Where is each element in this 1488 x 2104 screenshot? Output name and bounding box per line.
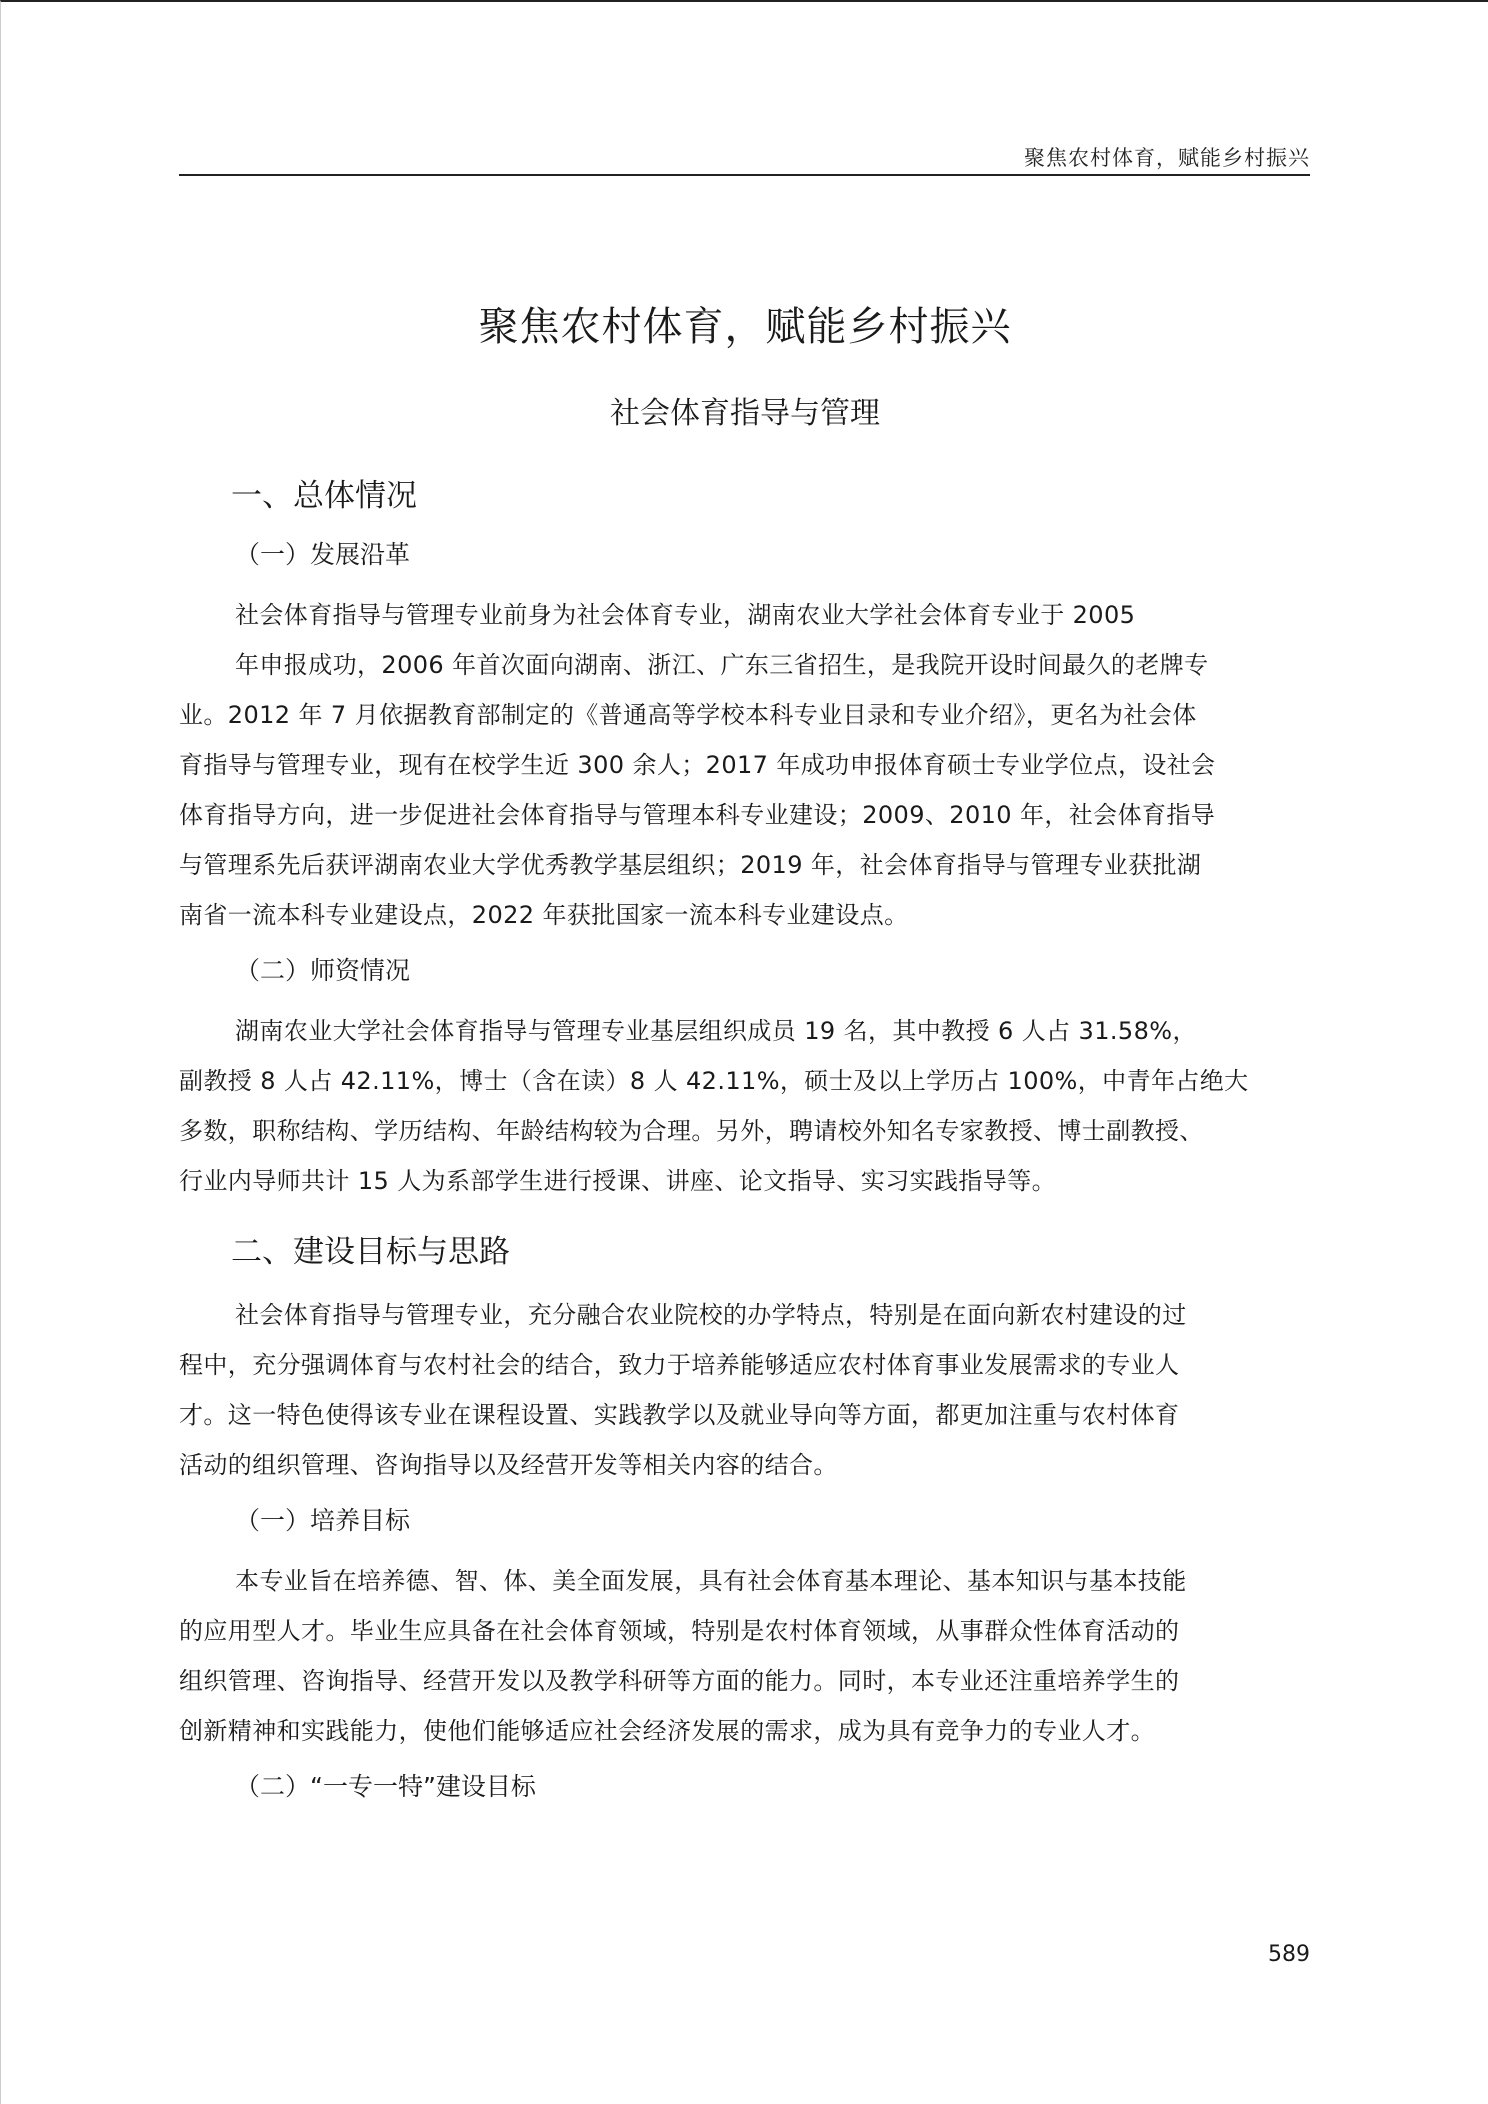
- header-rule: [179, 174, 1310, 176]
- paragraph-line: 创新精神和实践能力，使他们能够适应社会经济发展的需求，成为具有竞争力的专业人才。: [179, 1717, 1155, 1745]
- paragraph-history: [179, 590, 1311, 940]
- paragraph-line: 程中，充分强调体育与农村社会的结合，致力于培养能够适应农村体育事业发展需求的专业人: [179, 1351, 1180, 1379]
- paragraph-line: 行业内导师共计 15 人为系部学生进行授课、讲座、论文指导、实习实践指导等。: [179, 1167, 1056, 1195]
- paragraph-training-goals: [179, 1556, 1311, 1756]
- paragraph-line: 活动的组织管理、咨询指导以及经营开发等相关内容的结合。: [179, 1451, 838, 1479]
- paragraph-line: 组织管理、咨询指导、经营开发以及教学科研等方面的能力。同时，本专业还注重培养学生的: [179, 1667, 1180, 1695]
- paragraph-line: 育指导与管理专业，现有在校学生近 300 余人；2017 年成功申报体育硕士专业学位点，设社会: [179, 751, 1216, 779]
- paragraph-faculty: [179, 1006, 1311, 1206]
- paragraph-line: 与管理系先后获评湖南农业大学优秀教学基层组织；2019 年，社会体育指导与管理专业获批湖: [179, 851, 1202, 879]
- page-content: [179, 297, 1311, 1812]
- document-subtitle: 社会体育指导与管理: [610, 396, 880, 431]
- paragraph-line: 体育指导方向，进一步促进社会体育指导与管理本科专业建设；2009、2010 年，社会体育指导: [179, 801, 1216, 829]
- paragraph-line: 南省一流本科专业建设点，2022 年获批国家一流本科专业建设点。: [179, 901, 909, 929]
- subsection-heading-history: （一）发展沿革: [235, 540, 411, 569]
- paragraph-line: 湖南农业大学社会体育指导与管理专业基层组织成员 19 名，其中教授 6 人占 31.58%，: [235, 1017, 1197, 1045]
- section-heading-goals: 二、建设目标与思路: [231, 1234, 510, 1270]
- section-heading-overview: 一、总体情况: [231, 478, 417, 514]
- paragraph-line: 副教授 8 人占 42.11%，博士（含在读）8 人 42.11%，硕士及以上学历占 100%，中青年占绝大: [179, 1067, 1249, 1095]
- paragraph-line: 社会体育指导与管理专业，充分融合农业院校的办学特点，特别是在面向新农村建设的过: [235, 1301, 1187, 1329]
- page-number: 589: [1268, 1942, 1310, 1967]
- paragraph-line: 的应用型人才。毕业生应具备在社会体育领域，特别是农村体育领域，从事群众性体育活动的: [179, 1617, 1180, 1645]
- paragraph-line: 社会体育指导与管理专业前身为社会体育专业，湖南农业大学社会体育专业于 2005: [235, 601, 1136, 629]
- paragraph-line: 业。2012 年 7 月依据教育部制定的《普通高等学校本科专业目录和专业介绍》，更名为社会体: [179, 701, 1197, 729]
- subsection-heading-specialty-goals: （二）“一专一特”建设目标: [235, 1772, 536, 1801]
- paragraph-line: 多数，职称结构、学历结构、年龄结构较为合理。另外，聘请校外知名专家教授、博士副教授、: [179, 1117, 1204, 1145]
- document-title: 聚焦农村体育，赋能乡村振兴: [478, 304, 1012, 350]
- paragraph-line: 才。这一特色使得该专业在课程设置、实践教学以及就业导向等方面，都更加注重与农村体育: [179, 1401, 1180, 1429]
- paragraph-line: 年申报成功，2006 年首次面向湖南、浙江、广东三省招生，是我院开设时间最久的老牌专: [235, 651, 1209, 679]
- running-header: 聚焦农村体育，赋能乡村振兴: [1024, 146, 1310, 170]
- paragraph-goals-intro: [179, 1290, 1311, 1490]
- subsection-heading-training-goals: （一）培养目标: [235, 1506, 411, 1535]
- subsection-heading-faculty: （二）师资情况: [235, 956, 411, 985]
- paragraph-line: 本专业旨在培养德、智、体、美全面发展，具有社会体育基本理论、基本知识与基本技能: [235, 1567, 1187, 1595]
